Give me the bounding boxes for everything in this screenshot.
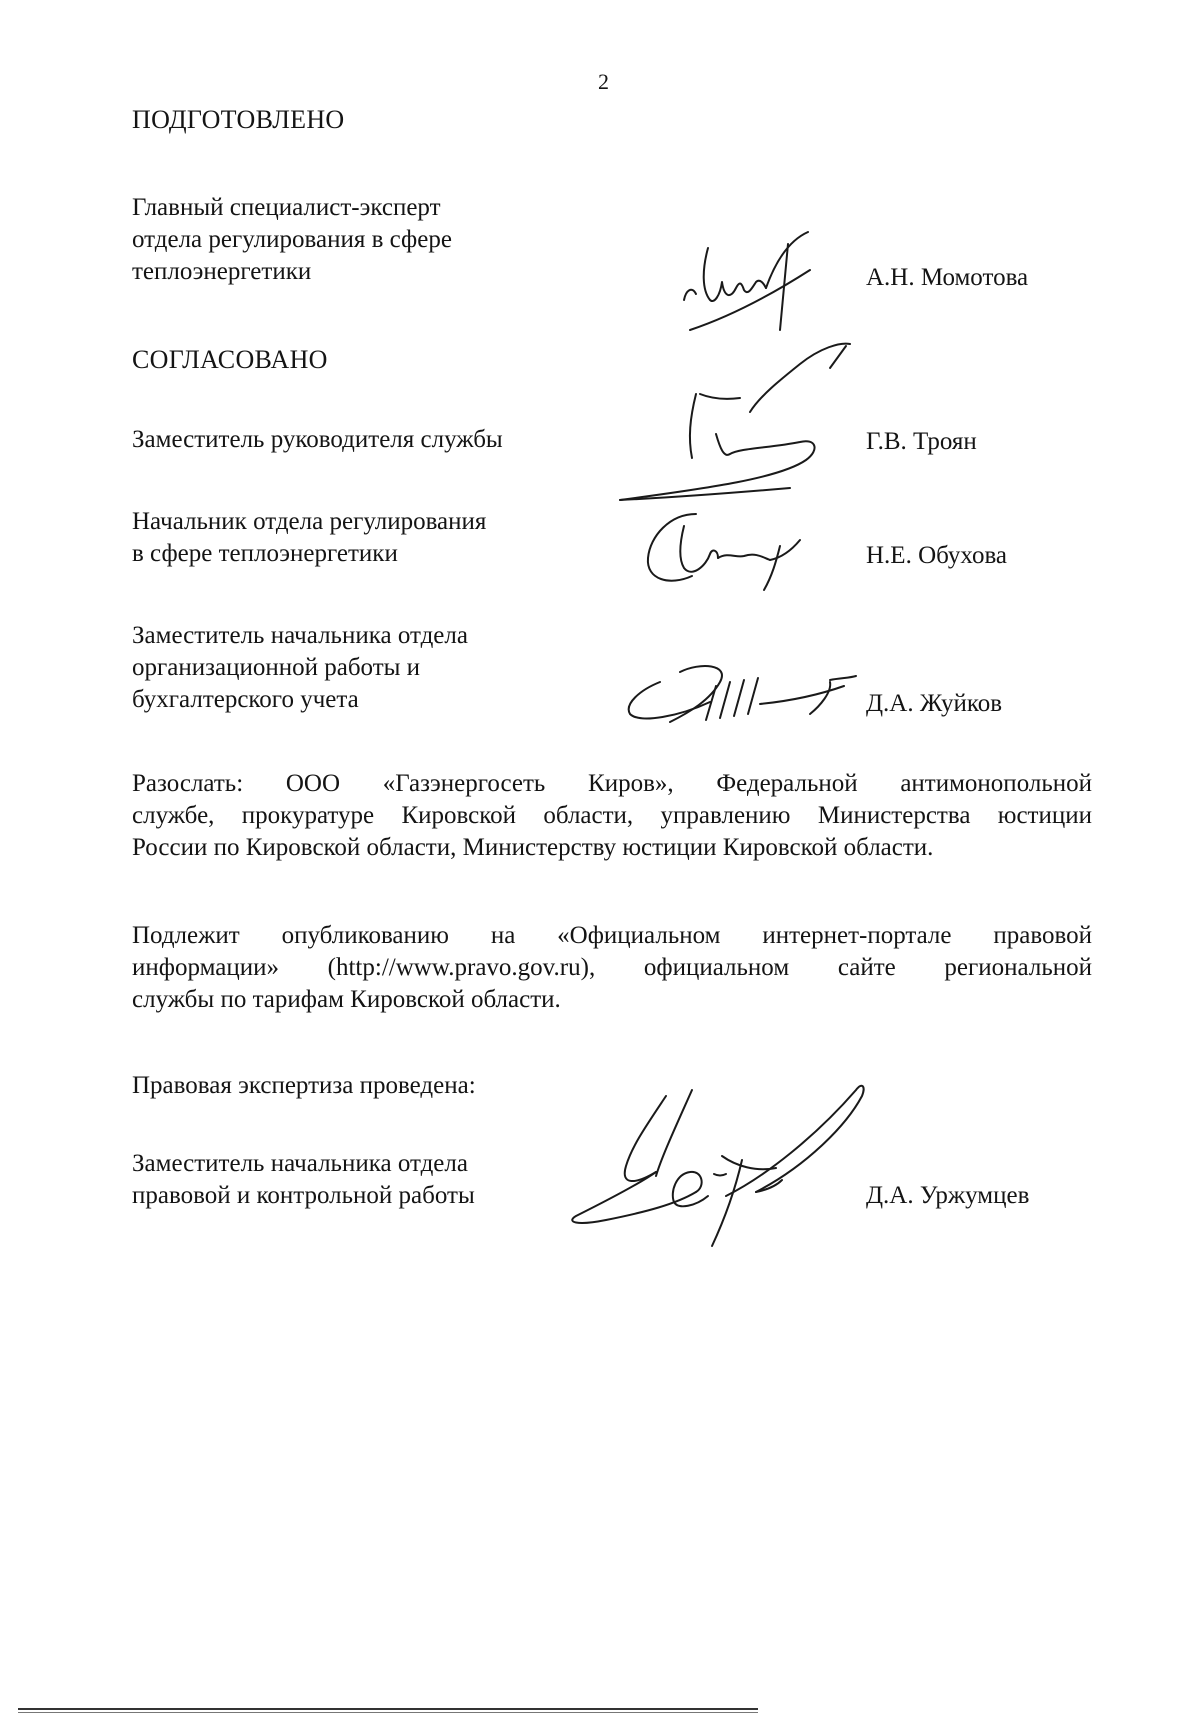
footer-rule: [18, 1712, 758, 1713]
signatory-name-obukhova: Н.Е. Обухова: [866, 542, 1008, 569]
signatory-name-momotova: А.Н. Момотова: [866, 264, 1029, 291]
position-line: организационной работы и: [132, 654, 421, 681]
approver-position-zhuykov: [132, 620, 468, 716]
distribution-line: службе, прокуратуре Кировской области, управлению Министерства юстиции: [132, 802, 1092, 829]
signatory-name-zhuykov: Д.А. Жуйков: [866, 690, 1003, 717]
distribution-paragraph: [132, 768, 1092, 864]
publication-line: службы по тарифам Кировской области.: [132, 986, 561, 1013]
signatory-name-troyan: Г.В. Троян: [866, 428, 977, 455]
prepared-heading: ПОДГОТОВЛЕНО: [132, 105, 345, 134]
position-line: теплоэнергетики: [132, 258, 312, 285]
distribution-line: Разослать: ООО «Газэнергосеть Киров», Федеральной антимонопольной: [132, 770, 1092, 797]
signature-obukhova: [640, 506, 830, 596]
position-line: Заместитель начальника отдела: [132, 1150, 468, 1177]
signature-momotova: [680, 230, 830, 340]
position-line: отдела регулирования в сфере: [132, 226, 452, 253]
signature-zhuykov: [620, 652, 860, 732]
legal-review-heading: Правовая экспертиза проведена:: [132, 1072, 476, 1099]
position-line: бухгалтерского учета: [132, 686, 359, 713]
position-line: Главный специалист-эксперт: [132, 194, 441, 221]
position-line: в сфере теплоэнергетики: [132, 540, 398, 567]
publication-line: информации» (http://www.pravo.gov.ru), официальном сайте региональной: [132, 954, 1092, 981]
signatory-name-urzhumtsev: Д.А. Уржумцев: [866, 1182, 1030, 1209]
publication-line: Подлежит опубликованию на «Официальном интернет-портале правовой: [132, 922, 1092, 949]
approved-heading: СОГЛАСОВАНО: [132, 345, 328, 374]
position-line: Заместитель начальника отдела: [132, 622, 468, 649]
prepared-position: [132, 192, 452, 288]
approver-position-troyan: [132, 424, 503, 456]
position-line: Начальник отдела регулирования: [132, 508, 487, 535]
position-line: Заместитель руководителя службы: [132, 426, 503, 453]
publication-paragraph: [132, 920, 1092, 1016]
position-line: правовой и контрольной работы: [132, 1182, 475, 1209]
approver-position-obukhova: [132, 506, 486, 570]
page-number: 2: [598, 69, 609, 94]
footer-rule: [18, 1708, 758, 1710]
signature-urzhumtsev: [566, 1076, 876, 1256]
distribution-line: России по Кировской области, Министерству юстиции Кировской области.: [132, 834, 934, 861]
legal-review-position: [132, 1148, 475, 1212]
signature-troyan: [600, 338, 860, 508]
